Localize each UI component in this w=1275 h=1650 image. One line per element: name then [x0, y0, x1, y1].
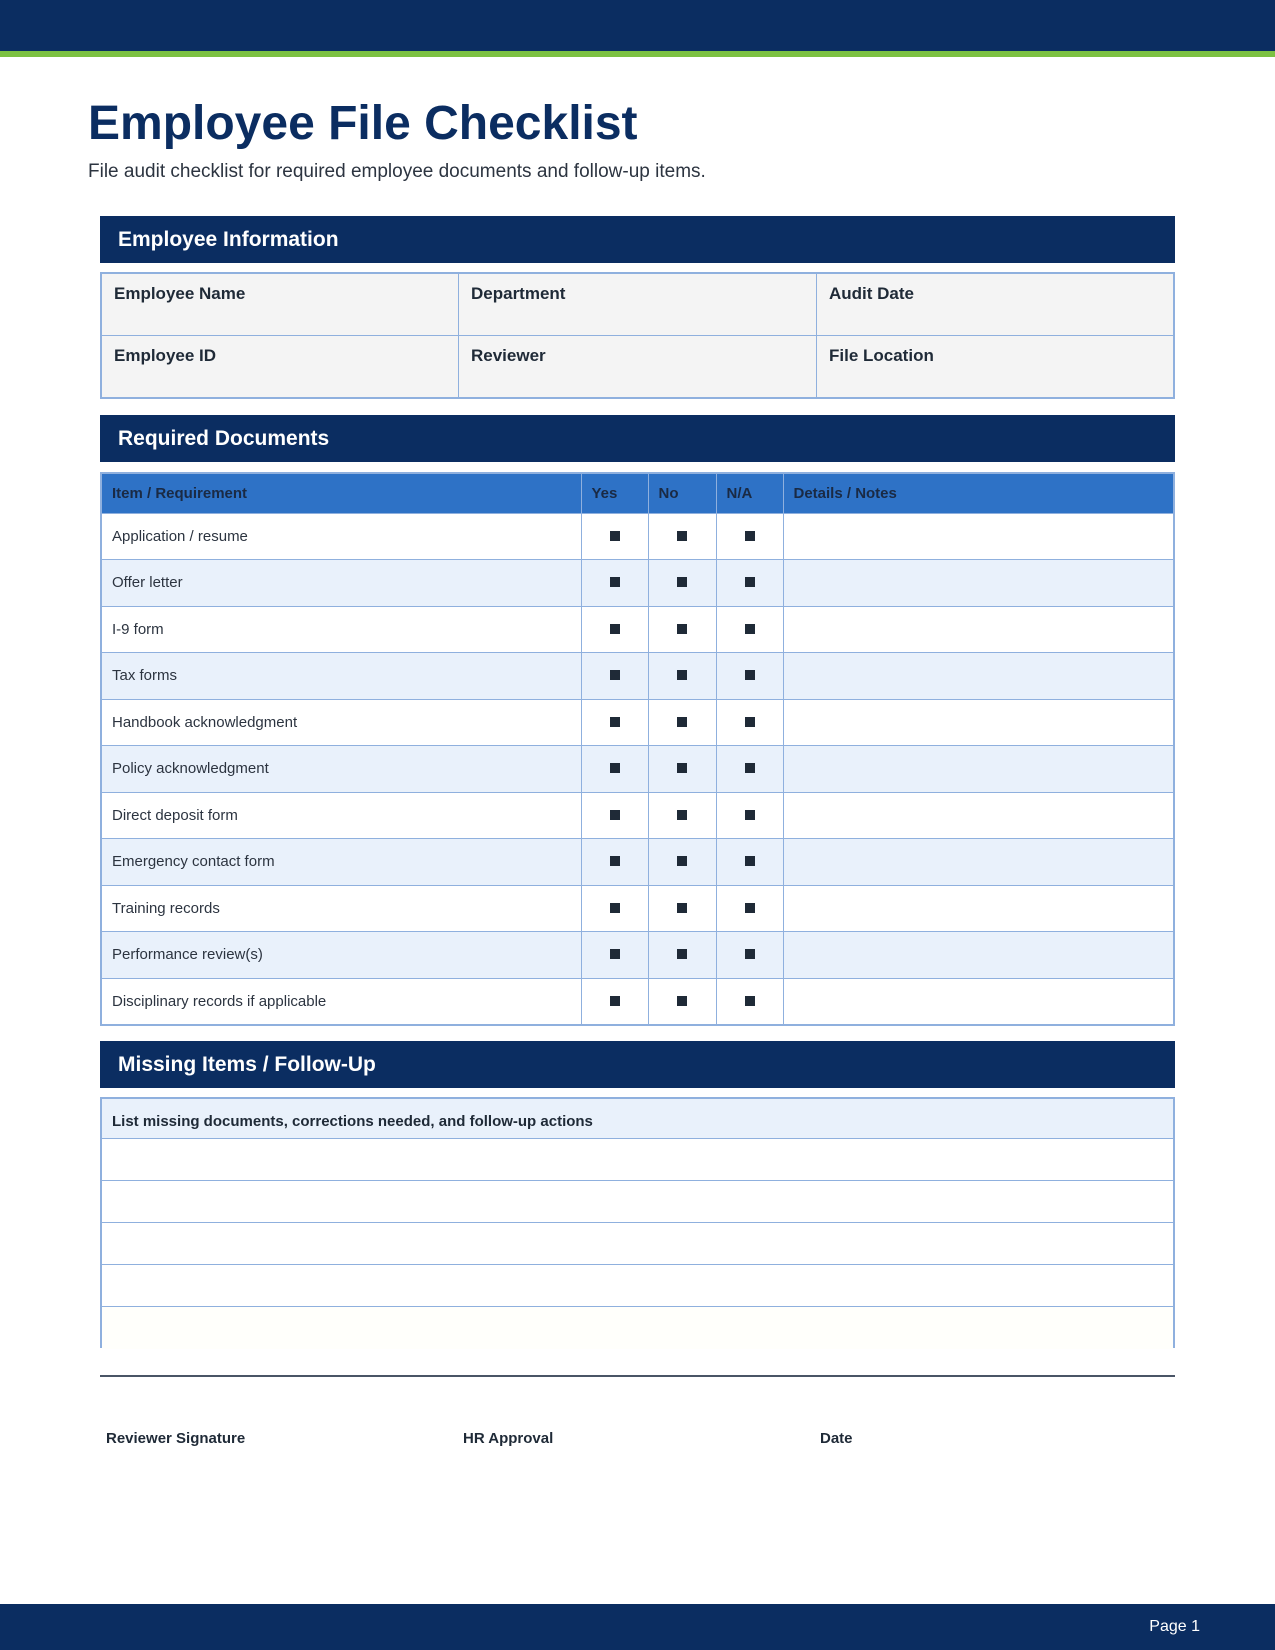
- date-label: Date: [820, 1430, 853, 1447]
- yes-cell: [581, 699, 648, 746]
- table-row: [101, 792, 1174, 839]
- na-checkbox[interactable]: [745, 856, 755, 866]
- page-number: Page 1: [1149, 1618, 1200, 1635]
- top-accent-stripe: [0, 51, 1275, 57]
- page-subtitle: File audit checklist for required employee documents and follow-up items.: [88, 161, 706, 182]
- no-checkbox[interactable]: [677, 810, 687, 820]
- na-cell: [716, 885, 783, 932]
- no-checkbox[interactable]: [677, 624, 687, 634]
- yes-checkbox[interactable]: [610, 763, 620, 773]
- na-checkbox[interactable]: [745, 531, 755, 541]
- requirement-label: Policy acknowledgment: [101, 746, 581, 793]
- na-checkbox[interactable]: [745, 624, 755, 634]
- na-checkbox[interactable]: [745, 577, 755, 587]
- na-checkbox[interactable]: [745, 763, 755, 773]
- yes-checkbox[interactable]: [610, 624, 620, 634]
- details-notes-cell[interactable]: [783, 885, 1174, 932]
- table-row: [101, 839, 1174, 886]
- table-row: [101, 699, 1174, 746]
- na-checkbox[interactable]: [745, 949, 755, 959]
- na-cell: [716, 699, 783, 746]
- requirement-label: Tax forms: [101, 653, 581, 700]
- yes-cell: [581, 513, 648, 560]
- na-cell: [716, 606, 783, 653]
- table-row: [101, 653, 1174, 700]
- na-checkbox[interactable]: [745, 670, 755, 680]
- yes-checkbox[interactable]: [610, 949, 620, 959]
- yes-cell: [581, 746, 648, 793]
- section-header-missing-items: Missing Items / Follow-Up: [100, 1041, 1175, 1088]
- no-checkbox[interactable]: [677, 856, 687, 866]
- no-checkbox[interactable]: [677, 717, 687, 727]
- yes-cell: [581, 606, 648, 653]
- yes-checkbox[interactable]: [610, 810, 620, 820]
- na-cell: [716, 653, 783, 700]
- field-employee-id[interactable]: Employee ID: [102, 336, 459, 398]
- yes-checkbox[interactable]: [610, 717, 620, 727]
- no-cell: [648, 792, 716, 839]
- table-row: [101, 932, 1174, 979]
- na-cell: [716, 560, 783, 607]
- yes-cell: [581, 653, 648, 700]
- details-notes-cell[interactable]: [783, 746, 1174, 793]
- missing-items-box: [100, 1097, 1175, 1348]
- requirement-label: Offer letter: [101, 560, 581, 607]
- requirement-label: Disciplinary records if applicable: [101, 978, 581, 1025]
- yes-checkbox[interactable]: [610, 670, 620, 680]
- requirement-label: Handbook acknowledgment: [101, 699, 581, 746]
- details-notes-cell[interactable]: [783, 932, 1174, 979]
- section-header-employee-information: Employee Information: [100, 216, 1175, 263]
- yes-checkbox[interactable]: [610, 856, 620, 866]
- na-cell: [716, 513, 783, 560]
- footer-bar: [0, 1604, 1275, 1650]
- na-checkbox[interactable]: [745, 810, 755, 820]
- details-notes-cell[interactable]: [783, 699, 1174, 746]
- table-header-row: [101, 473, 1174, 513]
- details-notes-cell[interactable]: [783, 513, 1174, 560]
- yes-cell: [581, 932, 648, 979]
- follow-up-line[interactable]: [102, 1139, 1173, 1181]
- field-audit-date[interactable]: Audit Date: [817, 274, 1173, 336]
- no-checkbox[interactable]: [677, 763, 687, 773]
- page-title: Employee File Checklist: [88, 97, 638, 150]
- na-cell: [716, 839, 783, 886]
- yes-cell: [581, 978, 648, 1025]
- na-checkbox[interactable]: [745, 717, 755, 727]
- requirement-label: I-9 form: [101, 606, 581, 653]
- follow-up-line[interactable]: [102, 1223, 1173, 1265]
- details-notes-cell[interactable]: [783, 606, 1174, 653]
- table-row: [101, 978, 1174, 1025]
- no-cell: [648, 653, 716, 700]
- yes-cell: [581, 885, 648, 932]
- na-checkbox[interactable]: [745, 996, 755, 1006]
- no-checkbox[interactable]: [677, 531, 687, 541]
- details-notes-cell[interactable]: [783, 978, 1174, 1025]
- top-banner: [0, 0, 1275, 51]
- table-row: [101, 885, 1174, 932]
- requirement-label: Emergency contact form: [101, 839, 581, 886]
- column-header-details: Details / Notes: [783, 473, 1174, 513]
- field-reviewer[interactable]: Reviewer: [459, 336, 817, 398]
- missing-items-instruction: List missing documents, corrections needed, and follow-up actions: [102, 1099, 1173, 1139]
- yes-cell: [581, 560, 648, 607]
- na-cell: [716, 978, 783, 1025]
- no-cell: [648, 560, 716, 607]
- no-cell: [648, 699, 716, 746]
- column-header-yes: Yes: [581, 473, 648, 513]
- hr-approval-label: HR Approval: [463, 1430, 554, 1447]
- details-notes-cell[interactable]: [783, 839, 1174, 886]
- yes-cell: [581, 839, 648, 886]
- column-header-item: Item / Requirement: [101, 473, 581, 513]
- follow-up-line[interactable]: [102, 1265, 1173, 1307]
- no-checkbox[interactable]: [677, 996, 687, 1006]
- yes-checkbox[interactable]: [610, 996, 620, 1006]
- na-cell: [716, 746, 783, 793]
- table-row: [101, 560, 1174, 607]
- details-notes-cell[interactable]: [783, 560, 1174, 607]
- na-checkbox[interactable]: [745, 903, 755, 913]
- table-row: [101, 746, 1174, 793]
- field-department[interactable]: Department: [459, 274, 817, 336]
- requirement-label: Application / resume: [101, 513, 581, 560]
- yes-checkbox[interactable]: [610, 903, 620, 913]
- requirement-label: Direct deposit form: [101, 792, 581, 839]
- na-cell: [716, 932, 783, 979]
- no-cell: [648, 932, 716, 979]
- reviewer-signature-label: Reviewer Signature: [106, 1430, 246, 1447]
- yes-checkbox[interactable]: [610, 577, 620, 587]
- no-checkbox[interactable]: [677, 903, 687, 913]
- field-employee-name[interactable]: Employee Name: [102, 274, 459, 336]
- column-header-no: No: [648, 473, 716, 513]
- details-notes-cell[interactable]: [783, 653, 1174, 700]
- employee-info-grid: [100, 272, 1175, 399]
- requirement-label: Performance review(s): [101, 932, 581, 979]
- signature-divider: [100, 1375, 1175, 1377]
- no-cell: [648, 606, 716, 653]
- no-cell: [648, 978, 716, 1025]
- yes-checkbox[interactable]: [610, 531, 620, 541]
- follow-up-line[interactable]: [102, 1307, 1173, 1349]
- no-cell: [648, 839, 716, 886]
- requirement-label: Training records: [101, 885, 581, 932]
- no-checkbox[interactable]: [677, 670, 687, 680]
- no-checkbox[interactable]: [677, 949, 687, 959]
- table-row: [101, 513, 1174, 560]
- field-file-location[interactable]: File Location: [829, 345, 934, 365]
- table-row: [101, 606, 1174, 653]
- no-cell: [648, 885, 716, 932]
- follow-up-line[interactable]: [102, 1181, 1173, 1223]
- required-documents-table: [100, 472, 1175, 1026]
- yes-cell: [581, 792, 648, 839]
- no-cell: [648, 746, 716, 793]
- details-notes-cell[interactable]: [783, 792, 1174, 839]
- no-checkbox[interactable]: [677, 577, 687, 587]
- column-header-na: N/A: [716, 473, 783, 513]
- section-header-required-documents: Required Documents: [100, 415, 1175, 462]
- no-cell: [648, 513, 716, 560]
- na-cell: [716, 792, 783, 839]
